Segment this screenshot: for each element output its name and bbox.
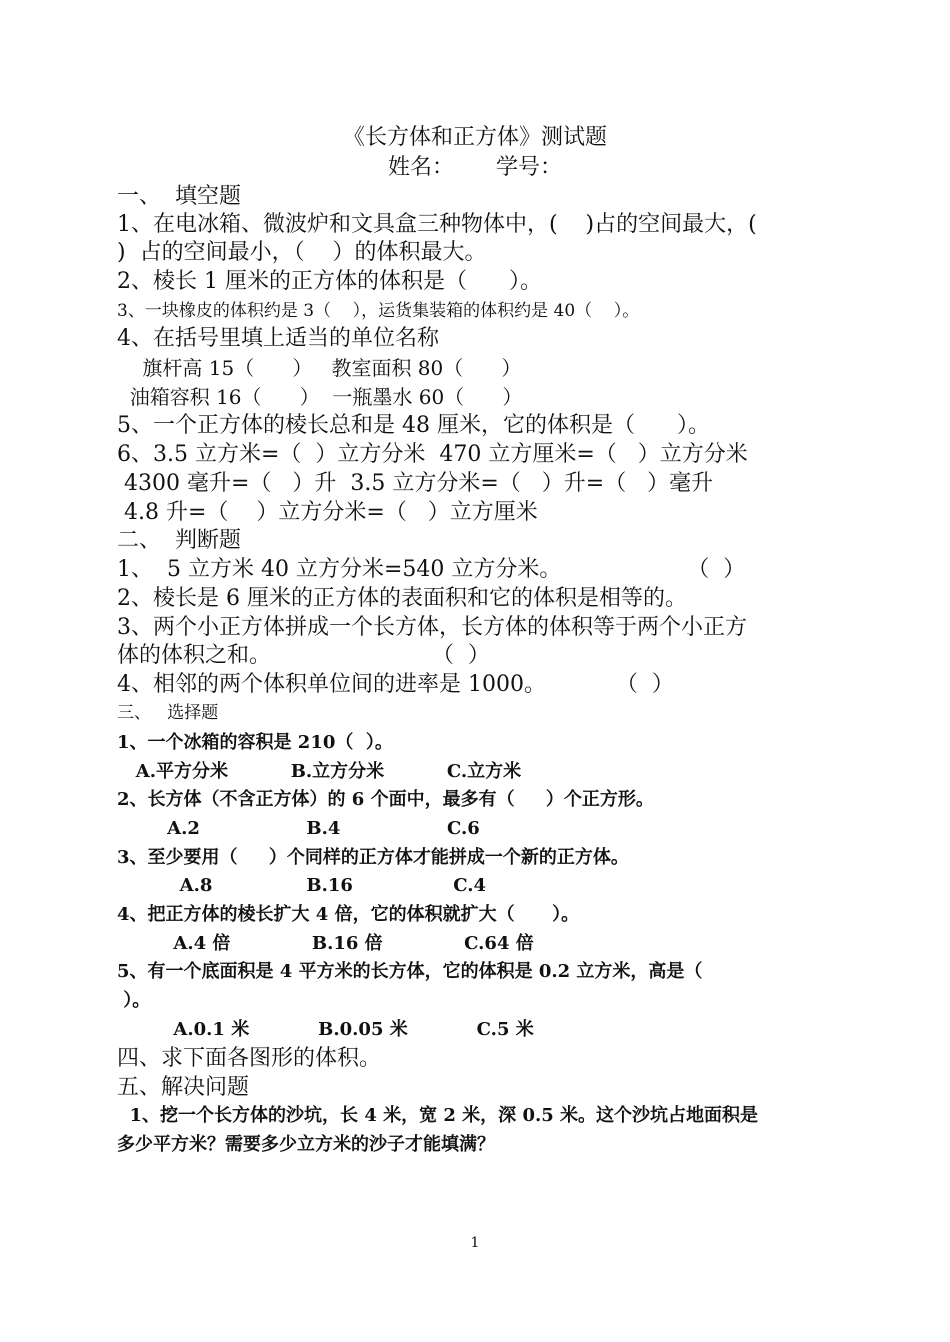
question-line: 4300 毫升=（ ）升 3.5 立方分米=（ ）升=（ ）毫升 [117,471,714,496]
question-line: 3、至少要用（ ）个同样的正方体才能拼成一个新的正方体。 [117,847,629,868]
question-line: 6、3.5 立方米=（ ）立方分米 470 立方厘米=（ ）立方分米 [117,442,748,467]
question-line: 4.8 升=（ ）立方分米=（ ）立方厘米 [117,500,538,525]
section-heading-solve: 五、解决问题 [117,1075,250,1100]
question-line: 2、长方体（不含正方体）的 6 个面中，最多有（ ）个正方形。 [117,789,654,810]
question-line: 2、棱长是 6 厘米的正方体的表面积和它的体积是相等的。 [117,586,687,611]
choice-options: A.4 倍 B.16 倍 C.64 倍 [117,933,534,954]
page-title: 《长方体和正方体》测试题 [342,125,607,150]
question-line: 1、一个冰箱的容积是 210（ ）。 [117,732,393,753]
section-heading-choice: 三、 选择题 [117,703,219,723]
question-line: 4、把正方体的棱长扩大 4 倍，它的体积就扩大（ ）。 [117,904,580,925]
choice-options: A.2 B.4 C.6 [117,818,480,839]
question-line: ) 占的空间最小，（ ）的体积最大。 [117,240,487,265]
question-line: 4、在括号里填上适当的单位名称 [117,326,439,351]
name-line: 姓名： 学号： [388,155,562,180]
question-line: 5、一个正方体的棱长总和是 48 厘米，它的体积是（ ）。 [117,413,710,438]
section-heading-fill: 一、 填空题 [117,184,241,209]
section-heading-judge: 二、 判断题 [117,528,241,553]
problem-line: 1、挖一个长方体的沙坑，长 4 米，宽 2 米，深 0.5 米。这个沙坑占地面积是 [117,1105,759,1126]
question-line: 油箱容积 16（ ） 一瓶墨水 60（ ） [117,385,523,409]
choice-options: A.平方分米 B.立方分米 C.立方米 [117,761,522,782]
question-line: 2、棱长 1 厘米的正方体的体积是（ ）。 [117,269,542,294]
choice-options: A.0.1 米 B.0.05 米 C.5 米 [117,1019,534,1040]
section-heading-volume: 四、求下面各图形的体积。 [117,1046,382,1071]
question-line: 体的体积之和。 （ ） [117,643,490,668]
problem-line: 多少平方米？需要多少立方米的沙子才能填满？ [117,1134,495,1155]
question-line: 3、一块橡皮的体积约是 3（ ），运货集装箱的体积约是 40（ ）。 [117,301,640,321]
question-line: 1、在电冰箱、微波炉和文具盒三种物体中，( )占的空间最大，( [117,212,757,237]
page-number: 1 [470,1235,480,1251]
question-line: ）。 [117,990,151,1011]
question-line: 1、 5 立方米 40 立方分米=540 立方分米。 （ ） [117,557,746,582]
question-line: 旗杆高 15（ ） 教室面积 80（ ） [117,356,522,380]
question-line: 4、相邻的两个体积单位间的进率是 1000。 （ ） [117,672,674,697]
question-line: 3、两个小正方体拼成一个长方体，长方体的体积等于两个小正方 [117,615,747,640]
question-line: 5、有一个底面积是 4 平方米的长方体，它的体积是 0.2 立方米，高是（ [117,961,703,982]
choice-options: A.8 B.16 C.4 [117,875,487,896]
